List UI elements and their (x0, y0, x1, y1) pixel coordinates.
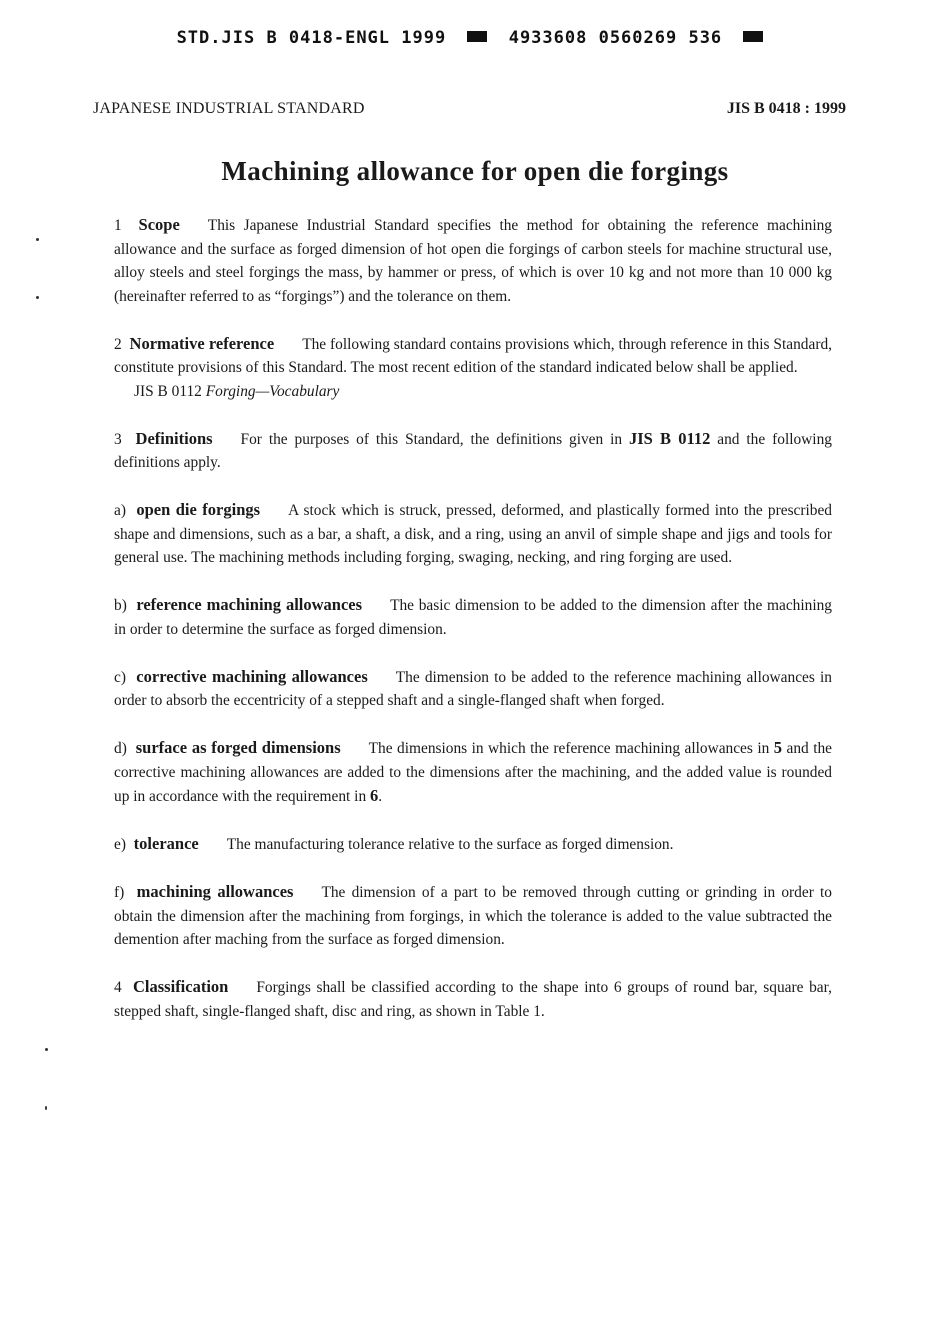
header-standard-name: JAPANESE INDUSTRIAL STANDARD (93, 100, 365, 117)
definition-text: The basic dimension to be added to the dimension after the machining in order to determine the surface as forged dimension. (114, 597, 833, 638)
definition-term: open die forgings (136, 500, 261, 519)
section-scope (114, 213, 832, 308)
section-heading: Classification (133, 977, 229, 996)
definition-term: tolerance (133, 834, 199, 853)
definition-label: a) (114, 502, 126, 519)
section-text: This Japanese Industrial Standard specifies the method for obtaining the reference machining allowance and the surface as forged dimension of hot open die forgings of carbon steels for machine structural use, alloy steels and steel forgings the mass, by hammer or press, of which is over 10 kg and not more than 10 000 kg (hereinafter referred to as “forgings”) and the tolerance on them. (114, 217, 832, 305)
section-number: 2 (114, 335, 122, 353)
stamp-block-mark (743, 31, 763, 42)
definition-text: A stock which is struck, pressed, deformed, and plastically formed into the prescribed shape and dimensions, such as a bar, a shaft, a disk, and a ring, using an anvil of simple shape and jigs and tools for general use. The machining methods including forging, swaging, necking, and ring forging are used. (114, 502, 833, 566)
definition-d (114, 736, 832, 809)
definition-label: b) (114, 597, 127, 614)
definition-term: corrective machining allowances (136, 666, 368, 686)
reference-code: JIS B 0112 (134, 382, 202, 400)
definition-e (114, 832, 832, 857)
stamp-left-text: STD.JIS B 0418-ENGL 1999 (176, 28, 447, 48)
definition-label: f) (114, 884, 125, 901)
section-number: 1 (114, 217, 122, 234)
definition-text: The dimension of a part to be removed through cutting or grinding in order to obtain the dimension after the machining from forgings, in which the tolerance is added to the value subtracted the demention after maching from the surface as forged dimension. (114, 884, 832, 948)
definition-f (114, 880, 832, 952)
clause-reference: 6 (370, 786, 379, 805)
header-standard-number: JIS B 0418 : 1999 (726, 100, 846, 117)
normative-reference-entry (114, 380, 832, 404)
definition-text: The dimensions in which the reference machining allowances in (368, 740, 770, 757)
document-stamp (0, 28, 950, 48)
section-text: Forgings shall be classified according to the shape into 6 groups of round bar, square bar, stepped shaft, single-flanged shaft, disc and ring, as shown in Table 1. (114, 979, 832, 1020)
section-text: The following standard contains provisions which, through reference in this Standard, constitute provisions of this Standard. The most recent edition of the standard indicated below shall be applied. (114, 335, 832, 376)
definition-label: d) (114, 740, 127, 757)
definition-text: The dimension to be added to the reference machining allowances in order to absorb the eccentricity of a stepped shaft and a single-flanged shaft when forged. (114, 668, 832, 709)
definition-text: The manufacturing tolerance relative to the surface as forged dimension. (226, 836, 674, 853)
scan-speck (45, 1048, 48, 1051)
document-body (114, 213, 832, 1023)
definition-term: machining allowances (136, 882, 294, 901)
section-heading: Normative reference (129, 333, 275, 353)
page-title: Machining allowance for open die forgings (221, 156, 729, 186)
scan-speck (36, 238, 39, 241)
clause-reference: 5 (773, 738, 783, 757)
definition-c (114, 665, 832, 713)
stamp-block-mark (467, 31, 487, 42)
definition-text: and the corrective machining allowances are added to the dimensions after the machining, and the added value is rounded up in accordance with the requirement in (114, 740, 833, 805)
definition-label: c) (114, 668, 126, 686)
section-number: 4 (114, 979, 122, 996)
definition-a (114, 498, 832, 570)
section-classification (114, 975, 832, 1023)
section-text: For the purposes of this Standard, the definitions given in (240, 430, 623, 448)
stamp-right-text: 4933608 0560269 536 (508, 28, 723, 48)
scan-speck (45, 1106, 47, 1110)
definition-term: surface as forged dimensions (135, 738, 341, 757)
reference-title: Forging—Vocabulary (205, 382, 340, 400)
section-normative-reference (114, 332, 832, 380)
definition-text: . (378, 788, 383, 805)
definition-term: reference machining allowances (136, 595, 363, 614)
scan-speck (36, 296, 39, 299)
section-heading: Scope (138, 215, 180, 234)
section-heading: Definitions (135, 428, 213, 448)
reference-code: JIS B 0112 (629, 428, 711, 448)
definition-b (114, 593, 832, 641)
definition-label: e) (114, 836, 126, 853)
section-definitions (114, 427, 832, 475)
section-text: and the following definitions apply. (114, 430, 832, 471)
section-number: 3 (114, 430, 122, 448)
